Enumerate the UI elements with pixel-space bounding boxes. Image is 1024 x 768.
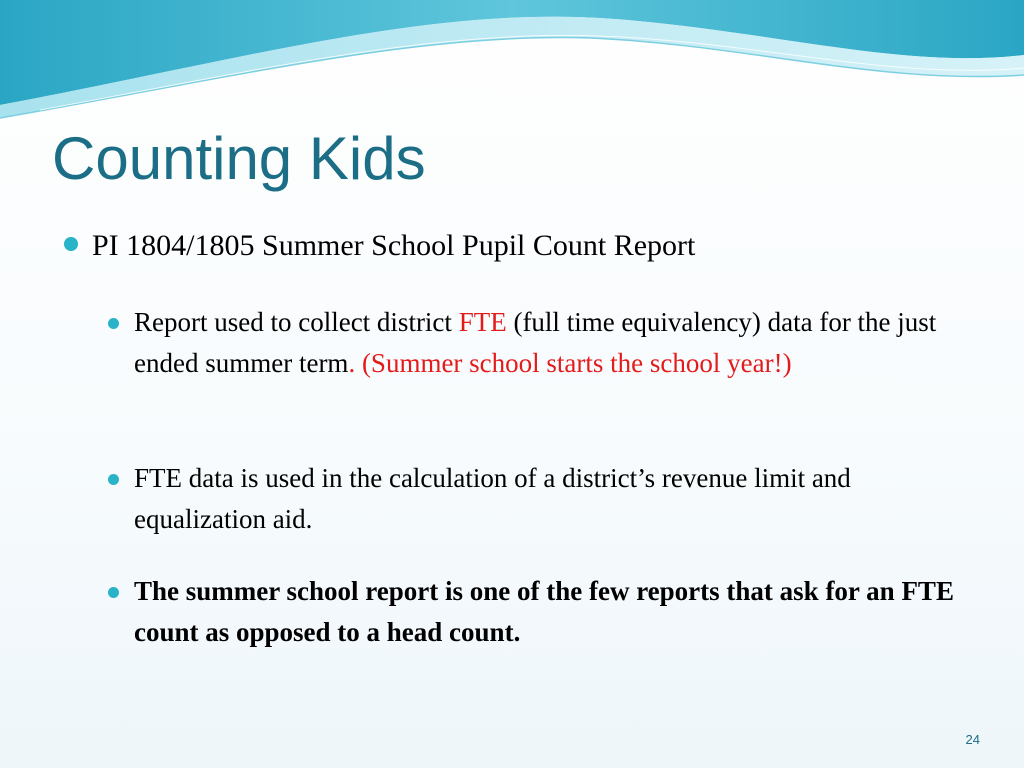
bullet-dot bbox=[108, 318, 119, 329]
sub-bullet-3: The summer school report is one of the few reports that ask for an FTE count as opposed to a head count. bbox=[134, 576, 954, 647]
sub-bullet-1-highlight-fte: FTE bbox=[458, 307, 507, 337]
sub-bullet-1-text-b: (full time equivalency) data for the just ended summer term bbox=[134, 307, 937, 378]
main-bullet-text: PI 1804/1805 Summer School Pupil Count Report bbox=[92, 229, 696, 262]
sub-bullet-1-text-a: Report used to collect district bbox=[134, 307, 459, 337]
page-number: 24 bbox=[965, 732, 980, 747]
bullet-dot bbox=[108, 587, 119, 598]
slide-title: Counting Kids bbox=[52, 125, 426, 192]
sub-bullet-2: FTE data is used in the calculation of a district’s revenue limit and equalization aid. bbox=[134, 463, 851, 534]
sub-bullet-1 bbox=[134, 302, 964, 384]
bullet-dot bbox=[108, 474, 119, 485]
sub-bullet-1-highlight-note: . (Summer school starts the school year!) bbox=[348, 348, 792, 378]
bullet-dot bbox=[64, 237, 78, 251]
